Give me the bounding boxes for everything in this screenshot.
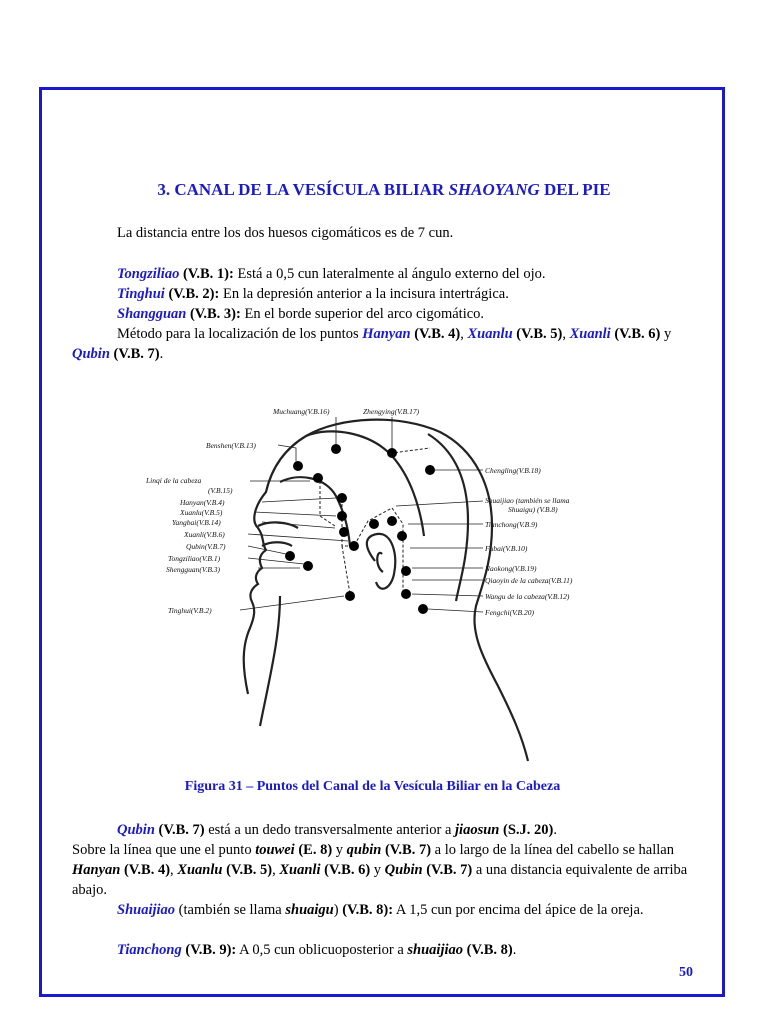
label-chengling: Chengling(V.B.18) (485, 466, 541, 475)
label-wangu: Wangu de la cabeza(V.B.12) (485, 592, 570, 601)
label-shuaijiao-alt: Shuaigu) (V.B.8) (508, 505, 558, 514)
label-shangguan: Shengguan(V.B.3) (166, 565, 221, 574)
method-paragraph: Método para la localización de los puntos Hanyan (V.B. 4), Xuanlu (V.B. 5), Xuanli (V.B. 6) y Qubin (V.B. 7). (72, 326, 672, 362)
acupoint-dots (285, 444, 435, 614)
point-shangguan: Shangguan (V.B. 3): En el borde superior del arco cigomático. (117, 306, 485, 322)
intro-paragraph: La distancia entre los dos huesos cigomáticos es de 7 cun. (117, 225, 454, 241)
page-number: 50 (679, 965, 693, 980)
label-xuanli: Xuanli(V.B.6) (184, 530, 225, 539)
head-acupoint-figure (130, 396, 630, 766)
label-muchuang: Muchuang(V.B.16) (273, 407, 330, 416)
label-zhengying: Zhengying(V.B.17) (363, 407, 420, 416)
label-shuaijiao: Shuaijiao (también se llama (485, 496, 570, 505)
shuaijiao-paragraph: Shuaijiao (también se llama shuaigu) (V.B. 8): A 1,5 cun por encima del ápice de la oreja. (117, 902, 644, 918)
label-fubai: Fubai(V.B.10) (485, 544, 528, 553)
section-title: 3. CANAL DE LA VESÍCULA BILIAR SHAOYANG DEL PIE (157, 180, 611, 199)
label-linqi: Linqi de la cabeza (146, 476, 202, 485)
label-tianchong: Tianchong(V.B.9) (485, 520, 538, 529)
label-benshen: Benshen(V.B.13) (206, 441, 256, 450)
label-naokong: Naokong(V.B.19) (485, 564, 537, 573)
label-qiaoyin: Qiaoyin de la cabeza(V.B.11) (485, 576, 573, 585)
label-yangbai: Yangbai(V.B.14) (172, 518, 221, 527)
hairline-paragraph: Sobre la línea que une el punto touwei (E. 8) y qubin (V.B. 7) a lo largo de la línea del cabello se hallan Hanyan (V.B. 4), Xuanlu (V.B. 5), Xuanli (V.B. 6) y Qubin (V.B. 7) a una distancia equivalente de arriba abajo. (72, 842, 688, 898)
label-linqi-code: (V.B.15) (208, 486, 233, 495)
label-tongziliao: Tongziliao(V.B.1) (168, 554, 221, 563)
point-tongziliao: Tongziliao (V.B. 1): Está a 0,5 cun lateralmente al ángulo externo del ojo. (117, 266, 546, 282)
label-tinghui: Tinghui(V.B.2) (168, 606, 212, 615)
label-xuanlu: Xuanlu(V.B.5) (180, 508, 223, 517)
qubin-paragraph: Qubin (V.B. 7) está a un dedo transversalmente anterior a jiaosun (S.J. 20). (117, 822, 557, 838)
tianchong-paragraph: Tianchong (V.B. 9): A 0,5 cun oblicuoposterior a shuaijiao (V.B. 8). (117, 942, 517, 958)
label-fengchi: Fengchi(V.B.20) (485, 608, 535, 617)
figure-caption: Figura 31 – Puntos del Canal de la Vesícula Biliar en la Cabeza (184, 779, 561, 794)
point-tinghui: Tinghui (V.B. 2): En la depresión anterior a la incisura intertrágica. (117, 286, 509, 302)
label-qubin: Qubin(V.B.7) (186, 542, 226, 551)
label-hanyan: Hanyan(V.B.4) (180, 498, 225, 507)
